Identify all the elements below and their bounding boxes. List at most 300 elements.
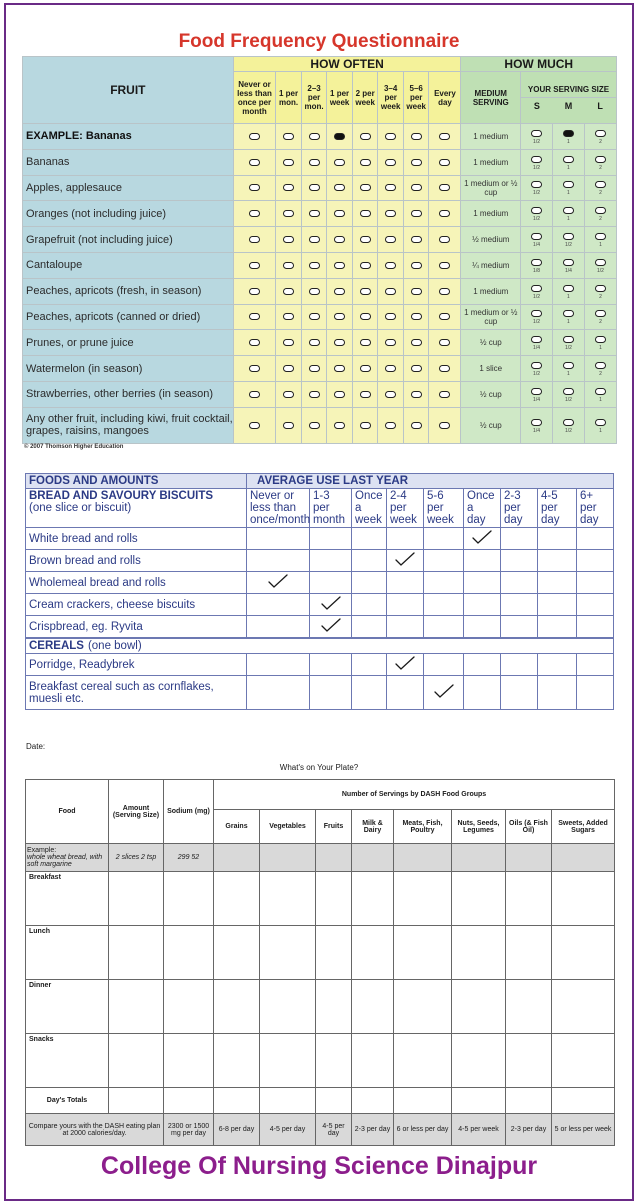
faa-frequency-cell[interactable] xyxy=(464,676,501,710)
ffq-frequency-bubble[interactable] xyxy=(249,236,260,243)
dash-entry-cell[interactable] xyxy=(552,872,615,926)
ffq-frequency-bubble[interactable] xyxy=(249,391,260,398)
faa-frequency-cell[interactable] xyxy=(577,616,614,639)
dash-group-header: Vegetables xyxy=(260,810,316,844)
ffq-frequency-bubble[interactable] xyxy=(283,133,294,140)
faa-frequency-cell[interactable] xyxy=(387,528,424,550)
faa-frequency-cell[interactable] xyxy=(538,572,577,594)
ffq-frequency-bubble[interactable] xyxy=(283,236,294,243)
ffq-frequency-bubble[interactable] xyxy=(360,391,371,398)
ffq-frequency-bubble[interactable] xyxy=(385,288,396,295)
dash-entry-cell[interactable] xyxy=(316,872,352,926)
dash-group-header: Sweets, Added Sugars xyxy=(552,810,615,844)
dash-compare-value: 2-3 per day xyxy=(506,1114,552,1146)
ffq-size-bubble[interactable] xyxy=(595,181,606,188)
dash-entry-cell[interactable] xyxy=(552,980,615,1034)
ffq-frequency-bubble[interactable] xyxy=(283,365,294,372)
faa-frequency-cell[interactable] xyxy=(424,528,464,550)
ffq-size-amount: 1 xyxy=(567,216,570,223)
dash-entry-cell[interactable] xyxy=(260,926,316,980)
ffq-frequency-cell xyxy=(233,356,276,382)
dash-total-cell[interactable] xyxy=(506,1088,552,1114)
dash-entry-cell[interactable] xyxy=(214,872,260,926)
ffq-frequency-bubble[interactable] xyxy=(334,365,345,372)
ffq-frequency-bubble[interactable] xyxy=(385,184,396,191)
faa-frequency-cell[interactable] xyxy=(577,654,614,676)
ffq-frequency-cell xyxy=(276,175,302,201)
ffq-fruit-name: Any other fruit, including kiwi, fruit cocktail, grapes, raisins, mangoes xyxy=(23,407,234,443)
ffq-frequency-bubble[interactable] xyxy=(283,313,294,320)
ffq-size-bubble[interactable] xyxy=(531,233,542,240)
ffq-size-amount: 1/4 xyxy=(533,396,540,403)
dash-entry-cell[interactable] xyxy=(214,1034,260,1088)
ffq-size-bubble[interactable] xyxy=(531,310,542,317)
ffq-size-bubble[interactable] xyxy=(563,388,574,395)
faa-frequency-cell[interactable] xyxy=(352,594,387,616)
ffq-frequency-bubble[interactable] xyxy=(385,391,396,398)
ffq-frequency-bubble[interactable] xyxy=(385,159,396,166)
faa-frequency-cell[interactable] xyxy=(577,550,614,572)
ffq-size-bubble[interactable] xyxy=(531,130,542,137)
ffq-frequency-bubble[interactable] xyxy=(309,391,320,398)
ffq-frequency-bubble[interactable] xyxy=(411,184,422,191)
dash-entry-cell[interactable] xyxy=(394,872,452,926)
ffq-frequency-bubble[interactable] xyxy=(309,288,320,295)
dash-entry-cell[interactable] xyxy=(352,980,394,1034)
ffq-frequency-bubble[interactable] xyxy=(334,262,345,269)
ffq-frequency-bubble[interactable] xyxy=(334,210,345,217)
ffq-frequency-bubble[interactable] xyxy=(334,391,345,398)
faa-frequency-cell[interactable] xyxy=(424,654,464,676)
dash-entry-cell[interactable] xyxy=(316,1034,352,1088)
ffq-frequency-cell xyxy=(429,124,461,150)
ffq-frequency-bubble[interactable] xyxy=(283,391,294,398)
faa-frequency-cell[interactable] xyxy=(577,528,614,550)
ffq-how-much-header: HOW MUCH xyxy=(461,57,617,72)
ffq-size-amount: 1/2 xyxy=(533,371,540,378)
ffq-frequency-cell xyxy=(403,407,429,443)
faa-frequency-cell[interactable] xyxy=(247,654,310,676)
ffq-frequency-bubble[interactable] xyxy=(439,159,450,166)
faa-frequency-cell[interactable] xyxy=(538,616,577,639)
ffq-frequency-bubble[interactable] xyxy=(360,422,371,429)
faa-frequency-cell[interactable] xyxy=(501,654,538,676)
ffq-frequency-bubble[interactable] xyxy=(439,210,450,217)
faa-frequency-cell[interactable] xyxy=(352,676,387,710)
ffq-frequency-cell xyxy=(301,330,327,356)
ffq-size-bubble[interactable] xyxy=(595,207,606,214)
faa-frequency-cell[interactable] xyxy=(387,572,424,594)
faa-frequency-cell[interactable] xyxy=(464,572,501,594)
dash-entry-cell[interactable] xyxy=(552,926,615,980)
ffq-frequency-bubble[interactable] xyxy=(439,133,450,140)
dash-entry-cell[interactable] xyxy=(260,980,316,1034)
ffq-size-bubble[interactable] xyxy=(531,388,542,395)
dash-entry-cell[interactable] xyxy=(109,980,164,1034)
dash-entry-cell[interactable] xyxy=(394,1034,452,1088)
dash-entry-cell[interactable] xyxy=(164,1034,214,1088)
ffq-size-bubble[interactable] xyxy=(595,259,606,266)
ffq-frequency-bubble[interactable] xyxy=(283,339,294,346)
ffq-frequency-bubble[interactable] xyxy=(411,313,422,320)
faa-frequency-cell[interactable] xyxy=(310,654,352,676)
ffq-size-bubble[interactable] xyxy=(595,419,606,426)
ffq-frequency-bubble[interactable] xyxy=(439,288,450,295)
faa-frequency-cell[interactable] xyxy=(538,550,577,572)
faa-frequency-cell[interactable] xyxy=(464,550,501,572)
ffq-frequency-bubble[interactable] xyxy=(360,210,371,217)
ffq-size-bubble[interactable] xyxy=(595,233,606,240)
ffq-size-bubble[interactable] xyxy=(531,207,542,214)
ffq-size-bubble[interactable] xyxy=(595,285,606,292)
faa-frequency-cell[interactable] xyxy=(501,676,538,710)
faa-frequency-cell[interactable] xyxy=(577,676,614,710)
ffq-size-amount: 1 xyxy=(567,164,570,171)
faa-frequency-cell[interactable] xyxy=(501,572,538,594)
ffq-frequency-bubble[interactable] xyxy=(439,422,450,429)
ffq-frequency-bubble[interactable] xyxy=(283,288,294,295)
ffq-frequency-bubble[interactable] xyxy=(283,422,294,429)
ffq-size-bubble[interactable] xyxy=(563,336,574,343)
dash-entry-cell[interactable] xyxy=(452,872,506,926)
faa-frequency-col-line: per xyxy=(504,502,521,514)
dash-entry-cell[interactable] xyxy=(452,980,506,1034)
ffq-frequency-bubble[interactable] xyxy=(439,313,450,320)
ffq-size-cell xyxy=(552,227,584,253)
dash-entry-cell[interactable] xyxy=(552,1034,615,1088)
dash-entry-cell[interactable] xyxy=(506,980,552,1034)
ffq-size-bubble[interactable] xyxy=(531,156,542,163)
dash-entry-cell[interactable] xyxy=(352,872,394,926)
ffq-frequency-bubble[interactable] xyxy=(249,365,260,372)
faa-frequency-cell[interactable] xyxy=(538,676,577,710)
ffq-size-bubble[interactable] xyxy=(563,207,574,214)
faa-frequency-cell[interactable] xyxy=(310,572,352,594)
ffq-frequency-bubble[interactable] xyxy=(309,262,320,269)
faa-frequency-col-header xyxy=(247,489,310,528)
ffq-size-bubble[interactable] xyxy=(531,181,542,188)
ffq-frequency-cell xyxy=(403,227,429,253)
ffq-frequency-bubble[interactable] xyxy=(283,159,294,166)
dash-group-header: Nuts, Seeds, Legumes xyxy=(452,810,506,844)
faa-frequency-cell[interactable] xyxy=(352,528,387,550)
ffq-frequency-bubble[interactable] xyxy=(309,365,320,372)
ffq-frequency-bubble[interactable] xyxy=(411,133,422,140)
dash-example-row xyxy=(26,844,615,872)
dash-total-cell[interactable] xyxy=(164,1088,214,1114)
ffq-frequency-bubble[interactable] xyxy=(439,339,450,346)
ffq-size-bubble[interactable] xyxy=(563,181,574,188)
dash-example-sodium: 299 52 xyxy=(164,844,214,872)
ffq-size-bubble[interactable] xyxy=(563,362,574,369)
faa-frequency-cell[interactable] xyxy=(310,528,352,550)
dash-total-cell[interactable] xyxy=(316,1088,352,1114)
faa-frequency-cell[interactable] xyxy=(352,550,387,572)
ffq-frequency-bubble[interactable] xyxy=(334,422,345,429)
faa-frequency-cell[interactable] xyxy=(387,594,424,616)
ffq-frequency-bubble[interactable] xyxy=(360,313,371,320)
faa-frequency-cell[interactable] xyxy=(464,654,501,676)
ffq-frequency-bubble[interactable] xyxy=(411,339,422,346)
ffq-frequency-bubble[interactable] xyxy=(385,365,396,372)
ffq-size-bubble[interactable] xyxy=(531,259,542,266)
faa-frequency-cell[interactable] xyxy=(247,616,310,639)
ffq-frequency-bubble[interactable] xyxy=(309,133,320,140)
dash-entry-cell[interactable] xyxy=(506,1034,552,1088)
ffq-size-bubble[interactable] xyxy=(531,336,542,343)
dash-entry-cell[interactable] xyxy=(164,980,214,1034)
faa-frequency-cell[interactable] xyxy=(464,528,501,550)
ffq-row xyxy=(23,330,617,356)
dash-entry-cell[interactable] xyxy=(506,872,552,926)
ffq-frequency-bubble[interactable] xyxy=(385,262,396,269)
ffq-frequency-bubble[interactable] xyxy=(439,365,450,372)
ffq-frequency-bubble[interactable] xyxy=(411,391,422,398)
faa-frequency-cell[interactable] xyxy=(247,572,310,594)
ffq-freq-col-header: 2–3 per mon. xyxy=(301,72,327,124)
faa-frequency-cell[interactable] xyxy=(247,550,310,572)
ffq-frequency-bubble[interactable] xyxy=(360,236,371,243)
ffq-frequency-bubble[interactable] xyxy=(334,236,345,243)
ffq-frequency-bubble[interactable] xyxy=(249,313,260,320)
ffq-frequency-bubble[interactable] xyxy=(360,339,371,346)
faa-frequency-cell[interactable] xyxy=(352,616,387,639)
faa-frequency-cell[interactable] xyxy=(538,594,577,616)
ffq-frequency-bubble[interactable] xyxy=(385,422,396,429)
ffq-size-amount: 2 xyxy=(599,371,602,378)
checkmark-icon xyxy=(471,529,493,545)
ffq-frequency-bubble[interactable] xyxy=(360,159,371,166)
ffq-frequency-bubble[interactable] xyxy=(439,236,450,243)
faa-frequency-cell[interactable] xyxy=(247,676,310,710)
ffq-frequency-bubble[interactable] xyxy=(334,313,345,320)
ffq-size-cell xyxy=(584,278,616,304)
dash-entry-cell[interactable] xyxy=(394,926,452,980)
ffq-size-bubble[interactable] xyxy=(563,419,574,426)
ffq-frequency-bubble[interactable] xyxy=(249,422,260,429)
faa-frequency-cell[interactable] xyxy=(247,528,310,550)
ffq-size-amount: 1 xyxy=(567,319,570,326)
dash-entry-cell[interactable] xyxy=(260,872,316,926)
dash-entry-cell[interactable] xyxy=(164,926,214,980)
faa-frequency-cell[interactable] xyxy=(247,594,310,616)
ffq-size-amount: 1/8 xyxy=(533,267,540,274)
checkmark-icon xyxy=(320,595,342,611)
ffq-frequency-bubble[interactable] xyxy=(411,422,422,429)
dash-total-cell[interactable] xyxy=(452,1088,506,1114)
ffq-frequency-bubble[interactable] xyxy=(411,262,422,269)
dash-compare-value: 4-5 per day xyxy=(316,1114,352,1146)
faa-frequency-cell[interactable] xyxy=(538,654,577,676)
dash-entry-cell[interactable] xyxy=(394,980,452,1034)
faa-frequency-cell[interactable] xyxy=(424,572,464,594)
faa-frequency-cell[interactable] xyxy=(310,676,352,710)
ffq-frequency-bubble[interactable] xyxy=(385,339,396,346)
faa-frequency-cell[interactable] xyxy=(577,572,614,594)
ffq-size-bubble[interactable] xyxy=(563,310,574,317)
dash-meal-row xyxy=(26,1034,615,1088)
faa-frequency-cell[interactable] xyxy=(538,528,577,550)
ffq-size-bubble[interactable] xyxy=(595,336,606,343)
ffq-frequency-cell xyxy=(327,381,353,407)
ffq-size-bubble[interactable] xyxy=(563,233,574,240)
dash-entry-cell[interactable] xyxy=(452,1034,506,1088)
dash-entry-cell[interactable] xyxy=(109,926,164,980)
ffq-frequency-bubble[interactable] xyxy=(385,133,396,140)
faa-frequency-cell[interactable] xyxy=(310,594,352,616)
faa-item-name: Brown bread and rolls xyxy=(26,550,247,572)
ffq-fruit-name: Apples, applesauce xyxy=(23,175,234,201)
ffq-frequency-bubble[interactable] xyxy=(334,339,345,346)
dash-entry-cell[interactable] xyxy=(214,980,260,1034)
ffq-frequency-bubble[interactable] xyxy=(249,288,260,295)
dash-compare-sodium: 2300 or 1500 mg per day xyxy=(164,1114,214,1146)
ffq-table-wrap xyxy=(22,56,617,442)
ffq-frequency-bubble[interactable] xyxy=(249,210,260,217)
dash-entry-cell[interactable] xyxy=(164,872,214,926)
faa-frequency-cell[interactable] xyxy=(424,616,464,639)
ffq-frequency-bubble[interactable] xyxy=(283,210,294,217)
ffq-frequency-bubble[interactable] xyxy=(249,262,260,269)
ffq-frequency-bubble[interactable] xyxy=(360,365,371,372)
ffq-frequency-bubble[interactable] xyxy=(360,184,371,191)
ffq-medium-serving: 1 medium xyxy=(461,278,521,304)
dash-entry-cell[interactable] xyxy=(316,980,352,1034)
faa-frequency-cell[interactable] xyxy=(387,550,424,572)
ffq-size-bubble[interactable] xyxy=(563,285,574,292)
dash-entry-cell[interactable] xyxy=(452,926,506,980)
ffq-frequency-bubble[interactable] xyxy=(309,184,320,191)
faa-frequency-col-header xyxy=(501,489,538,528)
dash-entry-cell[interactable] xyxy=(109,872,164,926)
dash-entry-cell[interactable] xyxy=(506,926,552,980)
ffq-size-bubble[interactable] xyxy=(563,156,574,163)
dash-compare-value: 4-5 per day xyxy=(260,1114,316,1146)
ffq-size-bubble[interactable] xyxy=(595,310,606,317)
ffq-frequency-bubble[interactable] xyxy=(309,339,320,346)
ffq-frequency-bubble[interactable] xyxy=(249,339,260,346)
ffq-frequency-bubble[interactable] xyxy=(360,262,371,269)
ffq-frequency-bubble[interactable] xyxy=(360,133,371,140)
ffq-size-bubble[interactable] xyxy=(563,130,574,137)
ffq-size-bubble[interactable] xyxy=(531,362,542,369)
faa-frequency-cell[interactable] xyxy=(577,594,614,616)
dash-entry-cell[interactable] xyxy=(260,1034,316,1088)
ffq-size-amount: 1 xyxy=(599,242,602,249)
faa-frequency-cell[interactable] xyxy=(352,572,387,594)
faa-header-row xyxy=(26,474,614,489)
ffq-size-bubble[interactable] xyxy=(595,130,606,137)
faa-frequency-cell[interactable] xyxy=(464,616,501,639)
ffq-frequency-bubble[interactable] xyxy=(283,262,294,269)
ffq-size-bubble[interactable] xyxy=(595,388,606,395)
ffq-frequency-bubble[interactable] xyxy=(385,210,396,217)
ffq-size-amount: 1/2 xyxy=(533,138,540,145)
ffq-frequency-cell xyxy=(327,201,353,227)
ffq-frequency-bubble[interactable] xyxy=(411,288,422,295)
ffq-size-bubble[interactable] xyxy=(531,285,542,292)
ffq-frequency-bubble[interactable] xyxy=(360,288,371,295)
faa-frequency-cell[interactable] xyxy=(310,550,352,572)
ffq-frequency-bubble[interactable] xyxy=(334,184,345,191)
ffq-frequency-bubble[interactable] xyxy=(411,159,422,166)
ffq-size-amount: 1/4 xyxy=(533,427,540,434)
faa-frequency-cell[interactable] xyxy=(387,616,424,639)
ffq-size-bubble[interactable] xyxy=(531,419,542,426)
dash-total-cell[interactable] xyxy=(260,1088,316,1114)
ffq-frequency-bubble[interactable] xyxy=(309,236,320,243)
ffq-frequency-bubble[interactable] xyxy=(411,210,422,217)
faa-frequency-cell[interactable] xyxy=(387,676,424,710)
ffq-frequency-bubble[interactable] xyxy=(385,313,396,320)
ffq-frequency-bubble[interactable] xyxy=(385,236,396,243)
dash-entry-cell[interactable] xyxy=(214,926,260,980)
ffq-size-bubble[interactable] xyxy=(595,362,606,369)
dash-total-cell[interactable] xyxy=(394,1088,452,1114)
ffq-frequency-bubble[interactable] xyxy=(439,184,450,191)
ffq-frequency-bubble[interactable] xyxy=(439,262,450,269)
ffq-frequency-bubble[interactable] xyxy=(411,236,422,243)
ffq-frequency-bubble[interactable] xyxy=(283,184,294,191)
ffq-frequency-bubble[interactable] xyxy=(249,159,260,166)
ffq-frequency-bubble[interactable] xyxy=(309,313,320,320)
ffq-frequency-bubble[interactable] xyxy=(334,288,345,295)
ffq-frequency-cell xyxy=(403,201,429,227)
ffq-frequency-bubble[interactable] xyxy=(309,422,320,429)
dash-meal-label: Snacks xyxy=(26,1034,109,1088)
faa-frequency-cell[interactable] xyxy=(464,594,501,616)
ffq-frequency-cell xyxy=(327,407,353,443)
ffq-frequency-bubble[interactable] xyxy=(411,365,422,372)
dash-entry-cell[interactable] xyxy=(352,1034,394,1088)
dash-total-cell[interactable] xyxy=(214,1088,260,1114)
ffq-frequency-bubble[interactable] xyxy=(249,133,260,140)
ffq-frequency-bubble[interactable] xyxy=(249,184,260,191)
ffq-size-cell xyxy=(552,175,584,201)
ffq-size-bubble[interactable] xyxy=(563,259,574,266)
dash-entry-cell[interactable] xyxy=(352,926,394,980)
faa-frequency-cell[interactable] xyxy=(424,550,464,572)
dash-total-cell[interactable] xyxy=(552,1088,615,1114)
faa-frequency-col-line: 2-4 xyxy=(390,490,407,502)
faa-frequency-cell[interactable] xyxy=(424,676,464,710)
dash-entry-cell[interactable] xyxy=(109,1034,164,1088)
ffq-frequency-bubble[interactable] xyxy=(334,159,345,166)
faa-frequency-cell[interactable] xyxy=(310,616,352,639)
ffq-frequency-cell xyxy=(233,407,276,443)
faa-frequency-cell[interactable] xyxy=(387,654,424,676)
faa-frequency-cell[interactable] xyxy=(352,654,387,676)
faa-frequency-cell[interactable] xyxy=(501,594,538,616)
faa-frequency-cell[interactable] xyxy=(501,616,538,639)
ffq-frequency-cell xyxy=(403,330,429,356)
ffq-size-bubble[interactable] xyxy=(595,156,606,163)
faa-frequency-cell[interactable] xyxy=(501,528,538,550)
ffq-frequency-bubble[interactable] xyxy=(334,133,345,140)
ffq-frequency-bubble[interactable] xyxy=(309,210,320,217)
ffq-frequency-bubble[interactable] xyxy=(439,391,450,398)
ffq-size-cell xyxy=(552,407,584,443)
dash-meal-row xyxy=(26,926,615,980)
ffq-frequency-bubble[interactable] xyxy=(309,159,320,166)
dash-total-cell[interactable] xyxy=(109,1088,164,1114)
dash-total-cell[interactable] xyxy=(352,1088,394,1114)
faa-frequency-cell[interactable] xyxy=(424,594,464,616)
faa-frequency-col-header xyxy=(310,489,352,528)
dash-entry-cell[interactable] xyxy=(316,926,352,980)
ffq-size-cell xyxy=(584,381,616,407)
faa-frequency-cell[interactable] xyxy=(501,550,538,572)
